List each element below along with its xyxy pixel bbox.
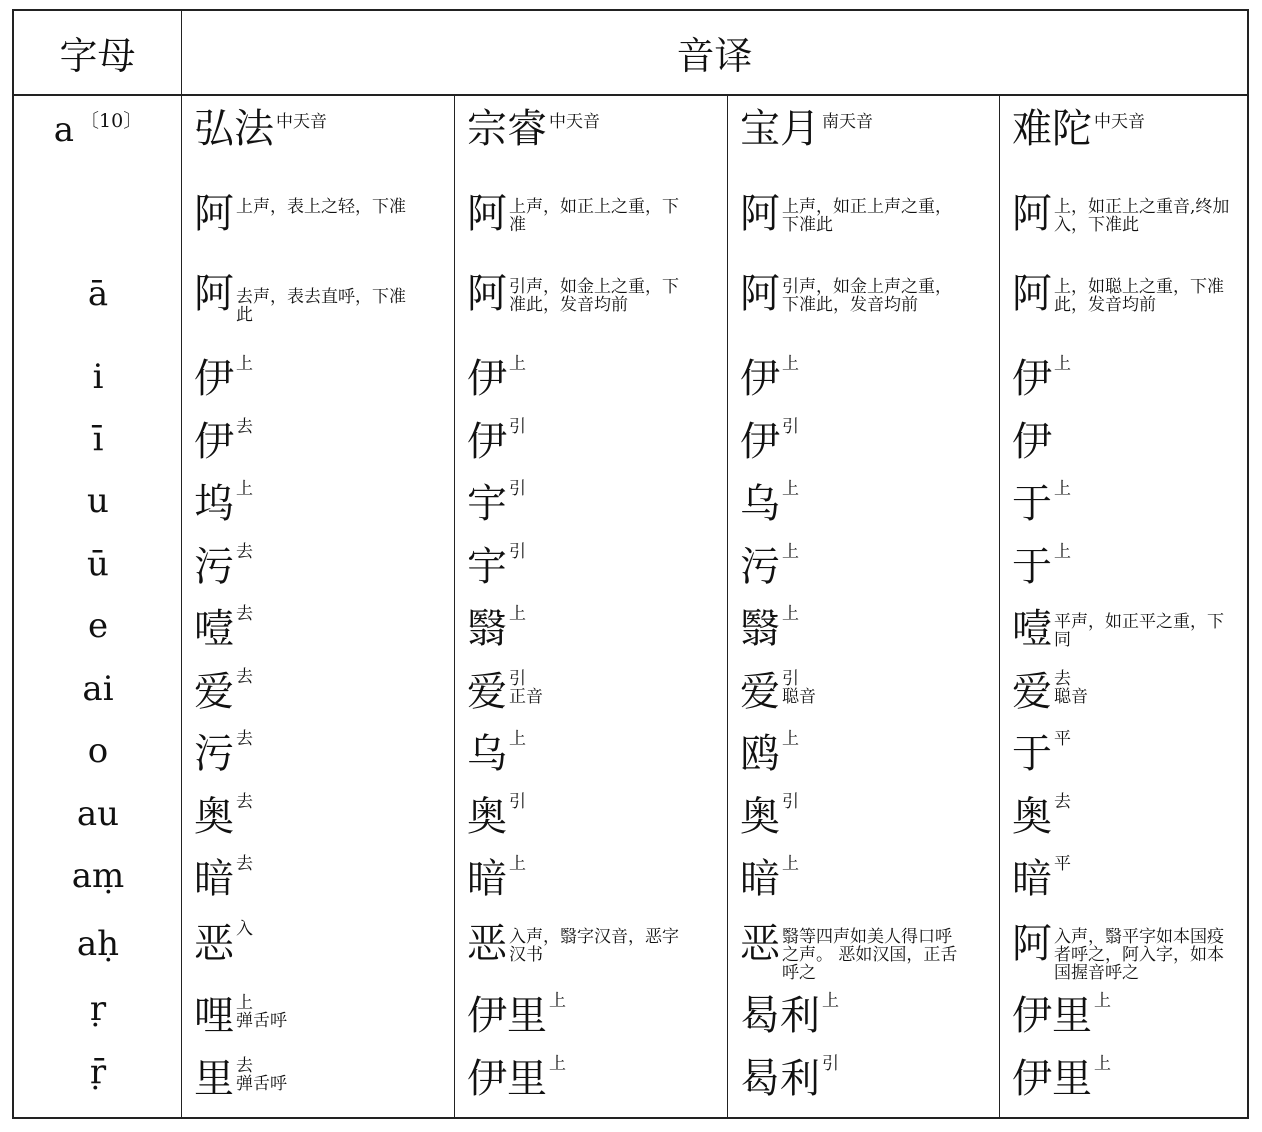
pronunciation-note: 引 正音 bbox=[509, 669, 543, 707]
pronunciation-note: 上 bbox=[782, 604, 799, 624]
transliteration-char: 阿 bbox=[740, 191, 780, 237]
transliteration-cell bbox=[740, 542, 799, 590]
transliteration-char: 伊里 bbox=[467, 993, 547, 1039]
transliteration-char: 哩 bbox=[194, 993, 234, 1039]
transliteration-cell bbox=[740, 670, 816, 714]
transliteration-cell bbox=[1012, 420, 1052, 464]
pronunciation-note: 中天音 bbox=[276, 112, 327, 132]
transliteration-cell bbox=[740, 729, 799, 777]
transliteration-char: 翳 bbox=[467, 606, 507, 652]
pronunciation-note: 上 bbox=[782, 479, 799, 499]
transliteration-char: 宝月 bbox=[740, 106, 820, 152]
pronunciation-note: 平声，如正平之重，下同 bbox=[1054, 612, 1224, 650]
transliteration-char: 暗 bbox=[194, 856, 234, 902]
transliteration-char: 伊里 bbox=[1012, 993, 1092, 1039]
transliteration-cell bbox=[1012, 792, 1071, 840]
transliteration-cell bbox=[740, 991, 839, 1039]
pronunciation-note: 入声，翳字汉音，恶字汉书 bbox=[509, 927, 679, 965]
pronunciation-note: 上声，如正上声之重，下准此 bbox=[782, 197, 952, 235]
transliteration-cell bbox=[467, 272, 694, 316]
transliteration-cell bbox=[740, 1054, 839, 1102]
letter-text: o bbox=[87, 731, 109, 771]
footnote-marker: 〔10〕 bbox=[80, 110, 143, 132]
transliteration-cell bbox=[1012, 272, 1239, 316]
pronunciation-note: 上声，如正上之重，下准 bbox=[509, 197, 679, 235]
column-divider bbox=[454, 94, 455, 1117]
transliteration-char: 伊 bbox=[1012, 419, 1052, 465]
transliteration-cell bbox=[1012, 107, 1145, 151]
pronunciation-note: 引 bbox=[509, 417, 526, 437]
transliteration-cell bbox=[467, 670, 543, 714]
pronunciation-note: 上，如聪上之重，下准此，发音均前 bbox=[1054, 277, 1224, 315]
transliteration-char: 伊里 bbox=[467, 1056, 547, 1102]
pronunciation-note: 去 聪音 bbox=[1054, 669, 1088, 707]
transliteration-cell bbox=[467, 729, 526, 777]
letter-text: ū bbox=[87, 544, 109, 584]
transliteration-cell bbox=[1012, 479, 1071, 527]
transliteration-char: 爱 bbox=[467, 669, 507, 715]
pronunciation-note: 引 bbox=[509, 792, 526, 812]
transliteration-char: 伊里 bbox=[1012, 1056, 1092, 1102]
transliteration-cell bbox=[1012, 991, 1111, 1039]
transliteration-cell bbox=[194, 792, 253, 840]
transliteration-cell bbox=[194, 272, 421, 324]
pronunciation-note: 上 bbox=[782, 542, 799, 562]
transliteration-cell bbox=[740, 107, 873, 151]
transliteration-char: 污 bbox=[194, 544, 234, 590]
header-letter: 字母 bbox=[59, 34, 136, 78]
letter-text: a bbox=[53, 110, 75, 150]
sanskrit-letter bbox=[14, 731, 182, 771]
pronunciation-note: 上 bbox=[782, 729, 799, 749]
transliteration-char: 宇 bbox=[467, 481, 507, 527]
transliteration-char: 翳 bbox=[740, 606, 780, 652]
sanskrit-letter bbox=[14, 110, 182, 150]
transliteration-cell bbox=[194, 542, 253, 590]
pronunciation-note: 上 bbox=[509, 604, 526, 624]
transliteration-char: 宇 bbox=[467, 544, 507, 590]
sanskrit-letter bbox=[14, 481, 182, 521]
transliteration-char: 伊 bbox=[467, 419, 507, 465]
transliteration-cell bbox=[740, 192, 967, 236]
column-divider bbox=[999, 94, 1000, 1117]
transliteration-char: 奥 bbox=[194, 794, 234, 840]
header-transliteration: 音译 bbox=[676, 34, 753, 78]
transliteration-cell bbox=[1012, 354, 1071, 402]
transliteration-cell bbox=[194, 604, 253, 652]
transliteration-cell bbox=[740, 604, 799, 652]
pronunciation-note: 引 bbox=[509, 542, 526, 562]
pronunciation-note: 平 bbox=[1054, 854, 1071, 874]
pronunciation-note: 去 bbox=[236, 417, 253, 437]
sanskrit-letter bbox=[14, 669, 182, 709]
transliteration-char: 伊 bbox=[194, 356, 234, 402]
letter-text: aḥ bbox=[76, 924, 120, 964]
transliteration-char: 爱 bbox=[1012, 669, 1052, 715]
transliteration-cell bbox=[1012, 542, 1071, 590]
sanskrit-letter bbox=[14, 357, 182, 397]
sanskrit-letter bbox=[14, 544, 182, 584]
transliteration-cell bbox=[467, 991, 566, 1039]
letter-text: i bbox=[92, 357, 104, 397]
header-divider bbox=[14, 94, 1247, 96]
transliteration-char: 伊 bbox=[740, 356, 780, 402]
transliteration-cell bbox=[1012, 922, 1239, 982]
pronunciation-note: 上 bbox=[1054, 479, 1071, 499]
sanskrit-letter bbox=[14, 419, 182, 459]
transliteration-cell bbox=[467, 479, 526, 527]
sanskrit-letter bbox=[14, 924, 182, 964]
transliteration-cell bbox=[1012, 729, 1071, 777]
transliteration-cell bbox=[740, 479, 799, 527]
transliteration-cell bbox=[194, 192, 406, 236]
pronunciation-note: 引 bbox=[509, 479, 526, 499]
letter-text: e bbox=[87, 606, 109, 646]
pronunciation-note: 上 bbox=[509, 729, 526, 749]
transliteration-cell bbox=[467, 542, 526, 590]
transliteration-cell bbox=[1012, 1054, 1111, 1102]
transliteration-cell bbox=[740, 272, 967, 316]
pronunciation-note: 上 bbox=[549, 1054, 566, 1074]
pronunciation-note: 去声，表去直呼，下准此 bbox=[236, 287, 406, 325]
transliteration-char: 阿 bbox=[194, 191, 234, 237]
transliteration-char: 阿 bbox=[1012, 191, 1052, 237]
letter-text: u bbox=[87, 481, 109, 521]
sanskrit-letter bbox=[14, 606, 182, 646]
transliteration-cell bbox=[194, 919, 253, 967]
pronunciation-note: 南天音 bbox=[822, 112, 873, 132]
transliteration-char: 噎 bbox=[194, 606, 234, 652]
sanskrit-letter bbox=[14, 1052, 182, 1092]
pronunciation-note: 上 bbox=[822, 991, 839, 1011]
transliteration-cell bbox=[467, 192, 694, 236]
transliteration-cell bbox=[194, 1057, 287, 1101]
transliteration-char: 坞 bbox=[194, 481, 234, 527]
transliteration-table bbox=[12, 9, 1249, 1119]
transliteration-char: 奥 bbox=[467, 794, 507, 840]
transliteration-char: 暗 bbox=[740, 856, 780, 902]
sanskrit-letter bbox=[14, 274, 182, 314]
transliteration-char: 伊 bbox=[467, 356, 507, 402]
pronunciation-note: 上声，表上之轻，下准 bbox=[236, 197, 406, 217]
pronunciation-note: 上，如正上之重音,终加入，下准此 bbox=[1054, 197, 1230, 235]
transliteration-cell bbox=[740, 792, 799, 840]
transliteration-char: 爱 bbox=[740, 669, 780, 715]
pronunciation-note: 平 bbox=[1054, 729, 1071, 749]
transliteration-char: 奥 bbox=[1012, 794, 1052, 840]
transliteration-cell bbox=[467, 417, 526, 465]
transliteration-char: 阿 bbox=[467, 191, 507, 237]
transliteration-cell bbox=[194, 107, 327, 151]
pronunciation-note: 去 bbox=[236, 667, 253, 687]
pronunciation-note: 上 bbox=[1054, 354, 1071, 374]
transliteration-cell bbox=[467, 354, 526, 402]
pronunciation-note: 上 bbox=[1054, 542, 1071, 562]
pronunciation-note: 上 bbox=[1094, 1054, 1111, 1074]
transliteration-cell bbox=[467, 792, 526, 840]
transliteration-char: 噎 bbox=[1012, 606, 1052, 652]
pronunciation-note: 去 bbox=[1054, 792, 1071, 812]
transliteration-char: 伊 bbox=[194, 419, 234, 465]
transliteration-cell bbox=[740, 854, 799, 902]
pronunciation-note: 入声，翳平字如本国疫者呼之，阿入字，如本国握音呼之 bbox=[1054, 927, 1224, 983]
transliteration-cell bbox=[1012, 607, 1239, 651]
sanskrit-letter bbox=[14, 856, 182, 896]
pronunciation-note: 引 bbox=[822, 1054, 839, 1074]
transliteration-char: 乌 bbox=[467, 731, 507, 777]
transliteration-cell bbox=[1012, 854, 1071, 902]
pronunciation-note: 中天音 bbox=[549, 112, 600, 132]
transliteration-char: 弘法 bbox=[194, 106, 274, 152]
pronunciation-note: 翳等四声如美人得口呼之声。 恶如汉国，正舌呼之 bbox=[782, 927, 958, 983]
transliteration-char: 恶 bbox=[194, 921, 234, 967]
transliteration-char: 乌 bbox=[740, 481, 780, 527]
transliteration-char: 爱 bbox=[194, 669, 234, 715]
pronunciation-note: 引声，如金上之重，下准此，发音均前 bbox=[509, 277, 679, 315]
transliteration-cell bbox=[1012, 670, 1088, 714]
pronunciation-note: 上 bbox=[509, 854, 526, 874]
pronunciation-note: 引声，如金上声之重，下准此，发音均前 bbox=[782, 277, 952, 315]
transliteration-char: 于 bbox=[1012, 544, 1052, 590]
pronunciation-note: 去 bbox=[236, 604, 253, 624]
pronunciation-note: 中天音 bbox=[1094, 112, 1145, 132]
transliteration-char: 恶 bbox=[740, 921, 780, 967]
transliteration-cell bbox=[194, 854, 253, 902]
pronunciation-note: 入 bbox=[236, 919, 253, 939]
pronunciation-note: 上 bbox=[782, 354, 799, 374]
letter-text: aṃ bbox=[71, 856, 125, 896]
letter-text: ṛ bbox=[89, 989, 107, 1029]
letter-text: ai bbox=[82, 669, 114, 709]
pronunciation-note: 去 弹舌呼 bbox=[236, 1056, 287, 1094]
transliteration-char: 伊 bbox=[740, 419, 780, 465]
transliteration-cell bbox=[740, 354, 799, 402]
transliteration-cell bbox=[194, 994, 287, 1038]
transliteration-cell bbox=[467, 107, 600, 151]
transliteration-char: 曷利 bbox=[740, 1056, 820, 1102]
transliteration-char: 暗 bbox=[467, 856, 507, 902]
transliteration-char: 污 bbox=[194, 731, 234, 777]
transliteration-char: 奥 bbox=[740, 794, 780, 840]
pronunciation-note: 去 bbox=[236, 854, 253, 874]
pronunciation-note: 引 聪音 bbox=[782, 669, 816, 707]
transliteration-char: 阿 bbox=[1012, 921, 1052, 967]
sanskrit-letter bbox=[14, 794, 182, 834]
transliteration-char: 曷利 bbox=[740, 993, 820, 1039]
letter-text: ī bbox=[92, 419, 104, 459]
transliteration-cell bbox=[740, 417, 799, 465]
transliteration-cell bbox=[194, 479, 253, 527]
pronunciation-note: 去 bbox=[236, 542, 253, 562]
letter-text: au bbox=[76, 794, 120, 834]
transliteration-cell bbox=[467, 922, 694, 966]
transliteration-cell bbox=[467, 1054, 566, 1102]
letter-text: ṝ bbox=[89, 1052, 107, 1092]
sanskrit-letter bbox=[14, 989, 182, 1029]
transliteration-char: 污 bbox=[740, 544, 780, 590]
transliteration-char: 难陀 bbox=[1012, 106, 1092, 152]
transliteration-char: 阿 bbox=[467, 271, 507, 317]
transliteration-char: 恶 bbox=[467, 921, 507, 967]
pronunciation-note: 上 bbox=[509, 354, 526, 374]
transliteration-cell bbox=[194, 729, 253, 777]
transliteration-char: 暗 bbox=[1012, 856, 1052, 902]
transliteration-char: 阿 bbox=[1012, 271, 1052, 317]
transliteration-char: 于 bbox=[1012, 481, 1052, 527]
pronunciation-note: 去 bbox=[236, 792, 253, 812]
pronunciation-note: 引 bbox=[782, 417, 799, 437]
pronunciation-note: 上 bbox=[549, 991, 566, 1011]
transliteration-char: 伊 bbox=[1012, 356, 1052, 402]
column-divider bbox=[727, 94, 728, 1117]
transliteration-cell bbox=[194, 417, 253, 465]
transliteration-cell bbox=[467, 854, 526, 902]
pronunciation-note: 上 弹舌呼 bbox=[236, 993, 287, 1031]
transliteration-char: 里 bbox=[194, 1056, 234, 1102]
transliteration-cell bbox=[194, 667, 253, 715]
transliteration-cell bbox=[1012, 192, 1239, 236]
pronunciation-note: 上 bbox=[236, 479, 253, 499]
transliteration-char: 阿 bbox=[740, 271, 780, 317]
transliteration-char: 于 bbox=[1012, 731, 1052, 777]
transliteration-cell bbox=[467, 604, 526, 652]
pronunciation-note: 引 bbox=[782, 792, 799, 812]
transliteration-cell bbox=[194, 354, 253, 402]
pronunciation-note: 去 bbox=[236, 729, 253, 749]
transliteration-char: 宗睿 bbox=[467, 106, 547, 152]
pronunciation-note: 上 bbox=[236, 354, 253, 374]
pronunciation-note: 上 bbox=[782, 854, 799, 874]
pronunciation-note: 上 bbox=[1094, 991, 1111, 1011]
transliteration-char: 鸥 bbox=[740, 731, 780, 777]
transliteration-char: 阿 bbox=[194, 271, 234, 317]
transliteration-cell bbox=[740, 922, 967, 982]
letter-text: ā bbox=[87, 274, 109, 314]
